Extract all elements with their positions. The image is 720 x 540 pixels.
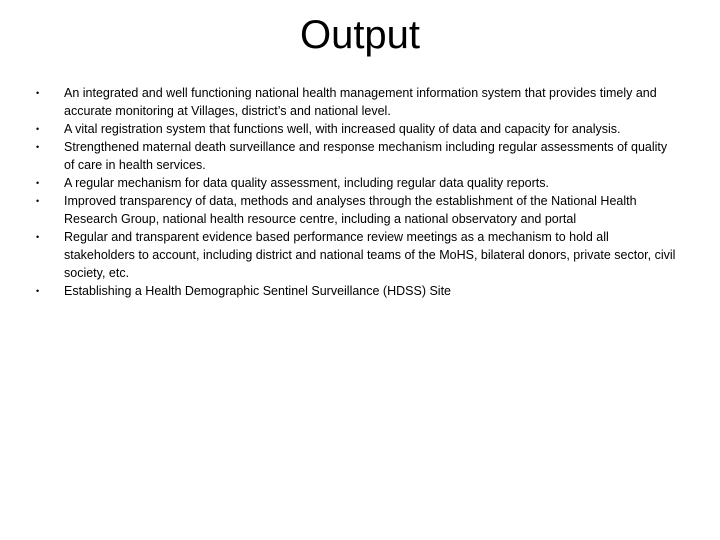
bullet-text: Strengthened maternal death surveillance and response mechanism including regular assessments of quality of care in health services. [64,140,668,172]
bullet-text: An integrated and well functioning national health management information system that provides timely and accurate monitoring at Villages, district’s and national level. [64,86,657,118]
bullet-text: Establishing a Health Demographic Sentinel Surveillance (HDSS) Site [64,284,451,298]
bullet-icon: • [36,196,40,206]
slide-title: Output [299,13,421,57]
bullet-item [36,192,676,228]
bullet-icon: • [36,142,40,152]
bullet-icon: • [36,178,40,188]
bullet-item [36,282,676,300]
bullet-icon: • [36,124,40,134]
bullet-item [36,120,676,138]
bullet-text: Improved transparency of data, methods and analyses through the establishment of the National Health Research Group, national health resource centre, including a national observatory and portal [64,194,637,226]
bullet-text: Regular and transparent evidence based performance review meetings as a mechanism to hold all stakeholders to account, including district and national teams of the MoHS, bilateral donors, private sector, civil society, etc. [64,230,676,280]
bullet-icon: • [36,286,40,296]
bullet-text: A vital registration system that functions well, with increased quality of data and capacity for analysis. [64,122,621,136]
bullet-item [36,228,676,282]
bullet-icon: • [36,232,40,242]
bullet-icon: • [36,88,40,98]
bullet-text: A regular mechanism for data quality assessment, including regular data quality reports. [64,176,549,190]
bullet-item [36,138,676,174]
bullet-item [36,84,676,120]
bullet-item [36,174,676,192]
bullet-list [36,84,676,300]
